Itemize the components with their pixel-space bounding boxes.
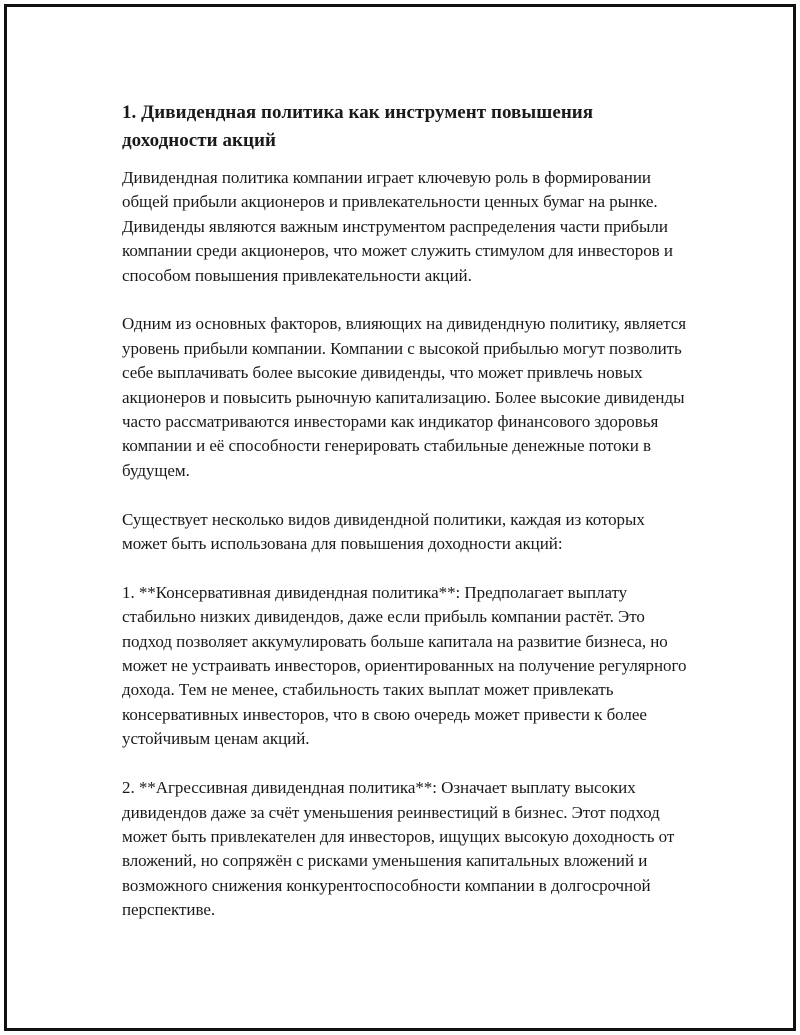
list-item-aggressive-policy: 2. **Агрессивная дивидендная политика**: Означает выплату высоких дивидендов даже за счёт уменьшения реинвестиций в бизнес. Этот подход может быть привлекателен для инвесторов, ищущих высокую доходность от вложений, но сопряжён с рисками уменьшения капитальных вложений и возможного снижения конкурентоспособности компании в долгосрочной перспективе.	[122, 778, 675, 920]
paragraph-intro: Дивидендная политика компании играет ключевую роль в формировании общей прибыли акционеров и привлекательности ценных бумаг на рынке. Дивиденды являются важным инструментом распределения части прибыли компании среди акционеров, что может служить стимулом для инвесторов и способом повышения привлекательности акций.	[122, 168, 673, 285]
document-body	[122, 99, 692, 923]
paragraph-profit-factor: Одним из основных факторов, влияющих на дивидендную политику, является уровень прибыли компании. Компании с высокой прибылью могут позволить себе выплачивать более высокие дивиденды, что может привлечь новых акционеров и повысить рыночную капитализацию. Более высокие дивиденды часто рассматриваются инвесторами как индикатор финансового здоровья компании и её способности генерировать стабильные денежные потоки в будущем.	[122, 314, 687, 480]
paragraph-policy-types: Существует несколько видов дивидендной политики, каждая из которых может быть использована для повышения доходности акций:	[122, 509, 645, 554]
section-heading: 1. Дивидендная политика как инструмент повышения доходности акций	[122, 102, 594, 151]
list-item-conservative-policy: 1. **Консервативная дивидендная политика**: Предполагает выплату стабильно низких дивидендов, даже если прибыль компании растёт. Это подход позволяет аккумулировать больше капитала на развитие бизнеса, но может не устраивать инвесторов, ориентированных на получение регулярного дохода. Тем не менее, стабильность таких выплат может привлекать консервативных инвесторов, что в свою очередь может привести к более устойчивым ценам акций.	[122, 582, 687, 749]
page-border	[4, 4, 796, 1031]
